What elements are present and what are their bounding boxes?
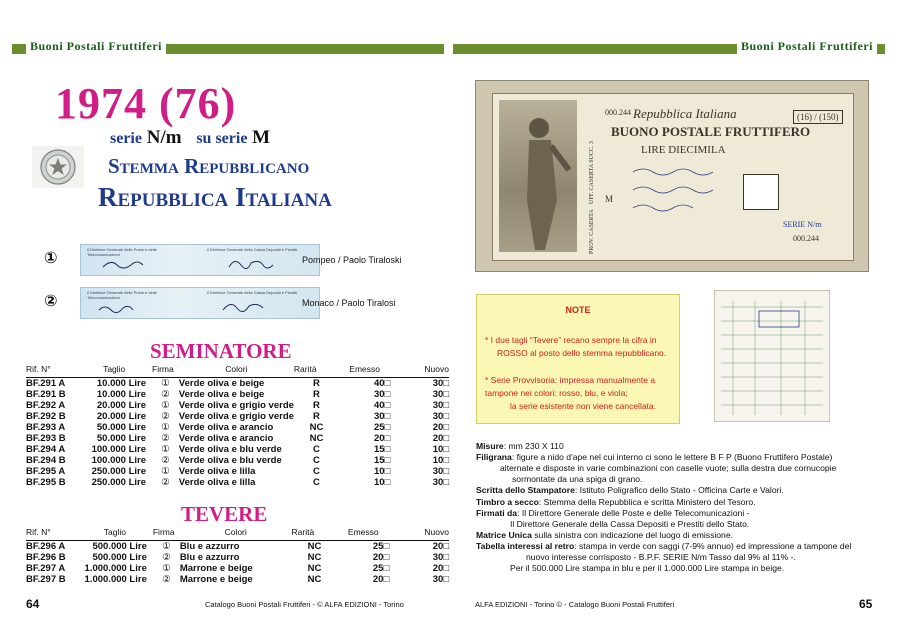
firma-cell: ①: [161, 378, 170, 389]
rif-cell: BF.295 A: [26, 466, 66, 477]
table-row: [26, 455, 449, 466]
taglio-cell: 100.000 Lire: [91, 455, 146, 466]
emesso-cell: 15□: [373, 444, 391, 455]
banknote-body: [492, 93, 854, 261]
emblem-icon: [32, 146, 84, 188]
banknote-title: BUONO POSTALE FRUTTIFERO: [611, 124, 811, 139]
table-row: [26, 411, 449, 422]
detail-label: Scritta dello Stampatore: [476, 485, 575, 496]
page-header: [12, 34, 444, 64]
nuovo-cell: 10□: [432, 444, 449, 455]
banknote-side-text: UFF. CASERTA SUCC. 3: [589, 141, 595, 204]
rarita-cell: NC: [309, 422, 324, 433]
detail-line: [476, 508, 750, 519]
rif-cell: BF.295 B: [26, 477, 66, 488]
col-header: Colori: [179, 364, 294, 378]
col-header: Rif. N°: [26, 527, 83, 541]
su-serie-word: su serie: [196, 130, 248, 147]
nuovo-cell: 20□: [432, 563, 449, 574]
nuovo-cell: 20□: [432, 541, 449, 552]
detail-line: [476, 441, 564, 452]
signature-label-left: Il Direttore Generale delle Poste e delle Telecomunicazioni: [87, 290, 157, 300]
sower-icon: [499, 100, 577, 252]
firma-cell: ②: [161, 477, 170, 488]
detail-text: : Istituto Poligrafico dello Stato - Officina Carte e Valori.: [574, 485, 784, 496]
detail-label: Filigrana: [476, 452, 512, 463]
emesso-cell: 10□: [373, 477, 391, 488]
stemma-title: Stemma Repubblicano: [108, 154, 310, 178]
emesso-cell: 25□: [373, 422, 391, 433]
taglio-cell: 10.000 Lire: [96, 378, 146, 389]
rarita-cell: NC: [307, 552, 322, 563]
emesso-cell: 20□: [373, 433, 391, 444]
rarita-cell: R: [313, 411, 320, 422]
repubblica-title: Repubblica Italiana: [98, 182, 332, 212]
detail-line: [526, 552, 796, 563]
colori-cell: Verde oliva e beige: [178, 378, 265, 389]
rif-cell: BF.291 A: [26, 378, 66, 389]
banknote-republic: Repubblica Italiana: [633, 106, 737, 121]
signature-stroke-icon: [81, 288, 319, 318]
nuovo-cell: 30□: [432, 552, 449, 563]
banknote-letter: M: [605, 194, 614, 204]
rarita-cell: NC: [307, 563, 322, 574]
firma-cell: ①: [161, 400, 170, 411]
taglio-cell: 250.000 Lire: [91, 466, 146, 477]
colori-cell: Blu e azzurro: [179, 552, 240, 563]
colori-cell: Verde oliva e beige: [178, 389, 265, 400]
tevere-title: TEVERE: [181, 502, 268, 526]
rarita-cell: NC: [307, 574, 322, 585]
detail-text: : figure a nido d'ape nel cui interno ci sono le lettere B F P (Buono Fruttifero Postale): [511, 452, 833, 463]
taglio-cell: 1.000.000 Lire: [84, 574, 147, 585]
table-header-row: [26, 527, 449, 541]
rif-cell: BF.297 B: [26, 574, 66, 585]
colori-cell: Verde oliva e blu verde: [178, 444, 282, 455]
taglio-cell: 1.000.000 Lire: [84, 563, 147, 574]
col-header: Rif. N°: [26, 364, 82, 378]
banknote-serie: SERIE N/m: [783, 220, 822, 229]
firma-cell: ②: [161, 389, 170, 400]
col-header: Taglio: [82, 364, 152, 378]
table-row: [26, 541, 449, 553]
serie-word: serie: [110, 130, 142, 147]
rarita-cell: C: [313, 477, 320, 488]
banknote-denomination: LIRE DIECIMILA: [641, 144, 726, 156]
taglio-cell: 500.000 Lire: [92, 552, 147, 563]
detail-text: nuovo interesse corrisposto - B.P.F. SERIE N/m Tasso dal 9% al 11% -.: [526, 552, 796, 562]
table-row: [26, 466, 449, 477]
notes-box: [476, 294, 680, 424]
emesso-cell: 40□: [373, 378, 391, 389]
firma-cell: ①: [162, 563, 171, 574]
taglio-cell: 100.000 Lire: [91, 444, 146, 455]
table-row: [26, 389, 449, 400]
right-page: [449, 0, 898, 634]
banknote-number: 000.244: [605, 108, 631, 117]
detail-text: sulla sinistra con indicazione del luogo di emissione.: [531, 529, 734, 540]
rif-cell: BF.292 A: [26, 400, 66, 411]
emesso-cell: 20□: [372, 552, 390, 563]
nuovo-cell: 30□: [432, 574, 449, 585]
detail-line: [476, 452, 832, 463]
col-header: Rarità: [292, 527, 338, 541]
taglio-cell: 250.000 Lire: [91, 477, 146, 488]
rarita-cell: R: [313, 378, 320, 389]
nuovo-cell: 30□: [432, 411, 449, 422]
table-row: [26, 422, 449, 433]
detail-line: [476, 541, 851, 552]
emesso-cell: 30□: [373, 411, 391, 422]
banknote-fraction: (16) / (150): [793, 110, 843, 124]
title-year: 1974 (76): [55, 79, 237, 128]
serie-line: [110, 127, 270, 149]
emesso-cell: 25□: [372, 563, 390, 574]
detail-text: : Stemma della Repubblica e scritta Ministero del Tesoro.: [538, 496, 756, 507]
serie-m: M: [252, 127, 271, 148]
table-row: [26, 378, 449, 390]
table-row: [26, 444, 449, 455]
taglio-cell: 10.000 Lire: [96, 389, 146, 400]
detail-text: Per il 500.000 Lire stampa in blu e per il 1.000.000 Lire stampa in beige.: [510, 563, 785, 574]
detail-line: [476, 530, 733, 541]
notes-line: la serie esistente non viene cancellata.: [510, 401, 657, 411]
taglio-cell: 50.000 Lire: [96, 422, 146, 433]
signature-stroke-icon: [81, 245, 319, 275]
table-row: [26, 477, 449, 488]
sower-figure: [499, 100, 577, 252]
colori-cell: Verde oliva e grigio verde: [178, 411, 294, 422]
col-header: Emesso: [337, 527, 389, 541]
firma-cell: ①: [161, 422, 170, 433]
emesso-cell: 20□: [372, 574, 390, 585]
rif-cell: BF.294 B: [26, 455, 66, 466]
colori-cell: Blu e azzurro: [179, 541, 240, 552]
col-header: Firma: [152, 364, 179, 378]
signature-number: ①: [44, 248, 58, 267]
rarita-cell: NC: [309, 433, 324, 444]
detail-line: [510, 519, 749, 530]
signature-names: Pompeo / Paolo Tiraloski: [302, 255, 402, 265]
table-row: [26, 574, 449, 585]
signature-image: [80, 244, 320, 276]
colori-cell: Verde oliva e grigio verde: [178, 400, 294, 411]
detail-label: Firmati da: [476, 507, 518, 518]
signature-label-right: Il Direttore Generale della Cassa Depositi e Prestiti: [207, 247, 298, 252]
table-row: [26, 552, 449, 563]
page-number: 64: [26, 597, 40, 611]
notes-title: NOTE: [565, 305, 591, 315]
rarita-cell: NC: [307, 541, 322, 552]
table-row: [26, 433, 449, 444]
rarita-cell: C: [313, 444, 320, 455]
col-header: Firma: [153, 527, 180, 541]
firma-cell: ①: [162, 541, 171, 552]
nuovo-cell: 30□: [432, 400, 449, 411]
serie-nm: N/m: [146, 127, 182, 148]
footer-text: ALFA EDIZIONI - Torino © - Catalogo Buoni Postali Fruttiferi: [475, 600, 675, 609]
rarita-cell: C: [313, 455, 320, 466]
taglio-cell: 500.000 Lire: [92, 541, 147, 552]
footer-text: Catalogo Buoni Postali Fruttiferi - © ALFA EDIZIONI - Torino: [205, 600, 404, 609]
seminatore-title: SEMINATORE: [150, 339, 292, 363]
banknote-prov: PROV. CASERTA: [589, 209, 595, 254]
colori-cell: Verde oliva e lilla: [178, 466, 256, 477]
page-number: 65: [859, 597, 873, 611]
rif-cell: BF.294 A: [26, 444, 66, 455]
detail-label: Misure: [476, 441, 504, 451]
detail-text: : Il Direttore Generale delle Poste e delle Telecomunicazioni -: [517, 507, 750, 518]
firma-cell: ②: [162, 552, 171, 563]
rif-cell: BF.296 A: [26, 541, 66, 552]
rif-cell: BF.291 B: [26, 389, 66, 400]
signature-row-2: [44, 287, 444, 319]
detail-text: Il Direttore Generale della Cassa Depositi e Prestiti dello Stato.: [510, 518, 750, 529]
firma-cell: ②: [161, 455, 170, 466]
table-header-row: [26, 364, 449, 378]
colori-cell: Marrone e beige: [179, 563, 253, 574]
detail-line: [512, 474, 642, 485]
rarita-cell: R: [313, 389, 320, 400]
signature-names: Monaco / Paolo Tiralosi: [302, 298, 396, 308]
colori-cell: Marrone e beige: [179, 574, 253, 585]
nuovo-cell: 20□: [432, 422, 449, 433]
firma-cell: ①: [161, 466, 170, 477]
emesso-cell: 30□: [373, 389, 391, 400]
detail-text: : stampa in verde con saggi (7-9% annuo) ed impressione a tampone del: [574, 540, 852, 551]
banknote-number-bottom: 000.244: [793, 234, 819, 243]
taglio-cell: 50.000 Lire: [96, 433, 146, 444]
signature-row-1: [44, 244, 444, 276]
detail-line: [476, 485, 784, 496]
emesso-cell: 15□: [373, 455, 391, 466]
notes-line: ROSSO al posto dello stemma repubblicano.: [497, 348, 667, 358]
rif-cell: BF.297 A: [26, 563, 66, 574]
emesso-cell: 40□: [373, 400, 391, 411]
tevere-table: [26, 527, 449, 585]
col-header: Taglio: [83, 527, 153, 541]
header-title: Buoni Postali Fruttiferi: [26, 39, 166, 54]
notes-line: * Serie Provvisoria: impressa manualmente a: [485, 375, 656, 385]
nuovo-cell: 20□: [432, 433, 449, 444]
rif-cell: BF.293 B: [26, 433, 66, 444]
notes-line: * I due tagli “Tevere” recano sempre la cifra in: [485, 335, 657, 345]
detail-text: alternate e disposte in varie combinazioni con caselle vuote; sulla destra due cornucopie: [500, 463, 837, 474]
firma-cell: ②: [161, 411, 170, 422]
detail-line: [510, 563, 784, 574]
detail-line: [500, 463, 836, 474]
col-header: Emesso: [339, 364, 390, 378]
rif-cell: BF.296 B: [26, 552, 66, 563]
signature-image: [80, 287, 320, 319]
taglio-cell: 20.000 Lire: [96, 411, 146, 422]
rif-cell: BF.292 B: [26, 411, 66, 422]
detail-text: : mm 230 X 110: [503, 441, 564, 451]
colori-cell: Verde oliva e arancio: [178, 433, 274, 444]
nuovo-cell: 30□: [432, 466, 449, 477]
banknote-image: [475, 80, 869, 272]
header-title: Buoni Postali Fruttiferi: [737, 39, 877, 54]
handwriting-icon: [623, 162, 773, 252]
interest-table-image: [714, 290, 830, 422]
rarita-cell: C: [313, 466, 320, 477]
table-row: [26, 400, 449, 411]
nuovo-cell: 10□: [432, 455, 449, 466]
nuovo-cell: 30□: [432, 378, 449, 389]
col-header: Nuovo: [389, 527, 449, 541]
colori-cell: Verde oliva e arancio: [178, 422, 274, 433]
col-header: Nuovo: [390, 364, 449, 378]
rif-cell: BF.293 A: [26, 422, 66, 433]
signature-label-right: Il Direttore Generale della Cassa Depositi e Prestiti: [207, 290, 298, 295]
colori-cell: Verde oliva e lilla: [178, 477, 256, 488]
detail-label: Matrice Unica: [476, 529, 532, 540]
taglio-cell: 20.000 Lire: [96, 400, 146, 411]
col-header: Rarità: [294, 364, 339, 378]
firma-cell: ②: [162, 574, 171, 585]
notes-line: tampone nei colori: rosso, blu, e viola;: [485, 388, 628, 398]
seminatore-table: [26, 364, 449, 488]
page-header: [453, 34, 885, 64]
firma-cell: ①: [161, 444, 170, 455]
emesso-cell: 25□: [372, 541, 390, 552]
detail-label: Timbro a secco: [476, 496, 539, 507]
colori-cell: Verde oliva e blu verde: [178, 455, 282, 466]
rarita-cell: R: [313, 400, 320, 411]
interest-table-icon: [715, 291, 829, 421]
nuovo-cell: 30□: [432, 477, 449, 488]
signature-label-left: Il Direttore Generale delle Poste e delle Telecomunicazioni: [87, 247, 157, 257]
detail-text: sormontate da una spiga di grano.: [512, 474, 643, 485]
col-header: Colori: [180, 527, 292, 541]
nuovo-cell: 30□: [432, 389, 449, 400]
table-row: [26, 563, 449, 574]
detail-label: Tabella interessi al retro: [476, 540, 575, 551]
detail-line: [476, 497, 756, 508]
firma-cell: ②: [161, 433, 170, 444]
signature-number: ②: [44, 291, 58, 310]
emesso-cell: 10□: [373, 466, 391, 477]
